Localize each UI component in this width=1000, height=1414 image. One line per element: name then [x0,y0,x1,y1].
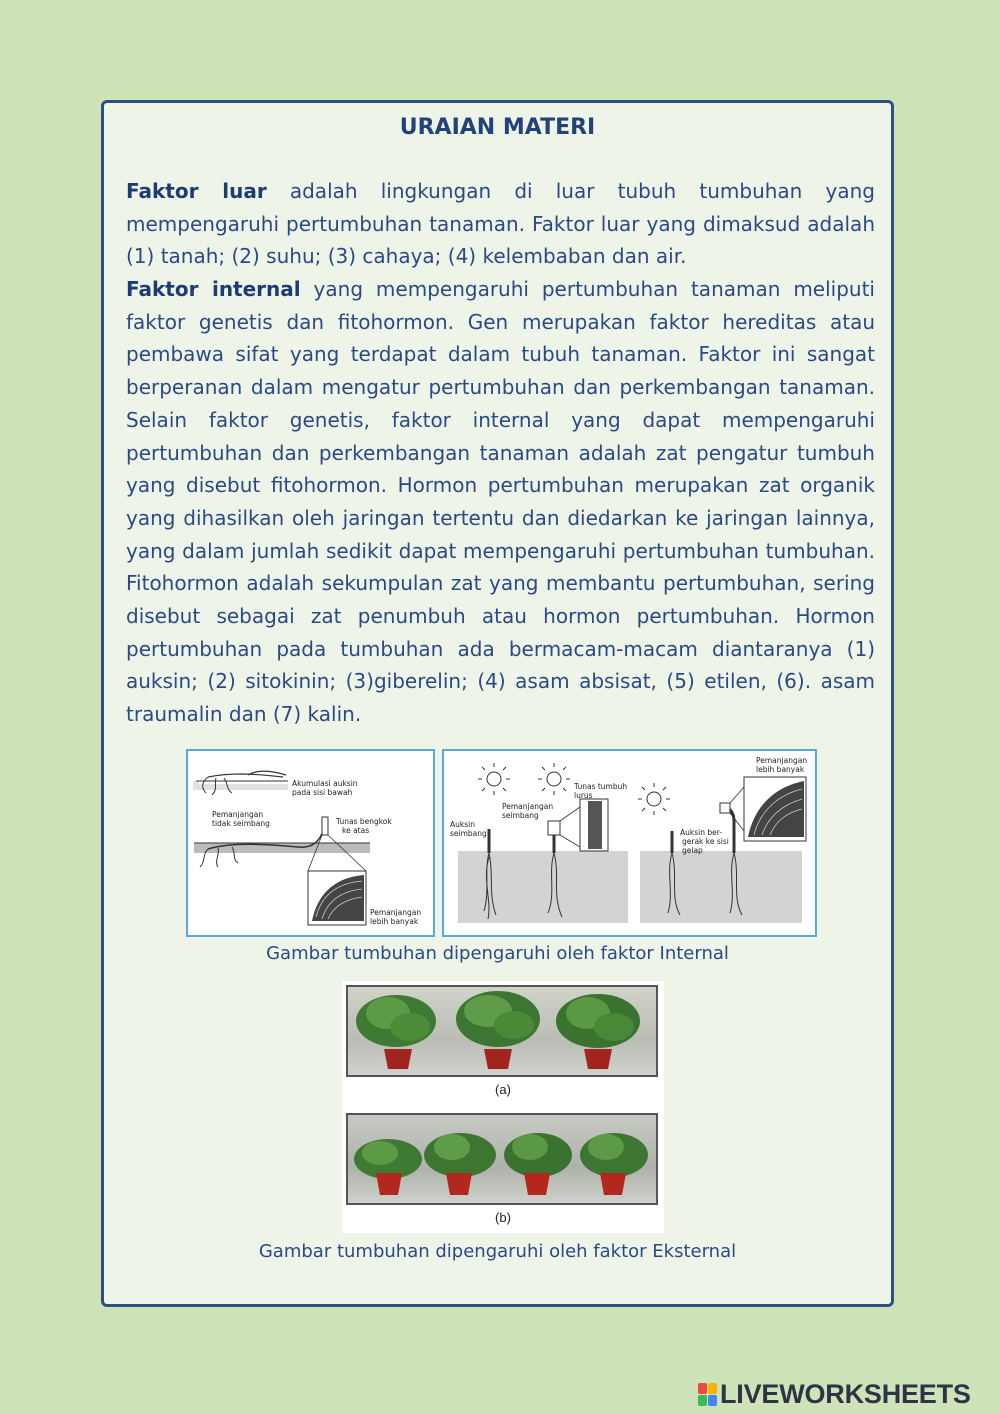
paragraph-internal-text: yang mempengaruhi pertumbuhan tanaman meliputi faktor genetis dan fitohormon. Gen merupakan faktor hereditas atau pembawa sifat yang terdapat dalam tubuh tanaman. Faktor ini sangat berperanan dalam mengatur pertumbuhan dan perkembangan tanaman. Selain faktor genetis, faktor internal yang dapat mempengaruhi pertumbuhan dan perkembangan tanaman adalah zat pengatur tumbuh yang disebut fitohormon. Hormon pertumbuhan merupakan zat organik yang dihasilkan oleh jaringan tertentu dan diedarkan ke jaringan lainnya, yang dalam jumlah sedikit dapat mempengaruhi pertumbuhan tumbuhan. Fitohormon adalah sekumpulan zat yang membantu pertumbuhan, sering disebut sebagai zat penumbuh atau hormon pertumbuhan. Hormon pertumbuhan pada tumbuhan ada bermacam-macam diantaranya (1) auksin; (2) sitokinin; (3)giberelin; (4) asam absisat, (5) etilen, (6). asam traumalin dan (7) kalin. [126,277,875,727]
label-pemanjangan-seimbang-2: seimbang [502,811,539,820]
caption-internal: Gambar tumbuhan dipengaruhi oleh faktor Internal [266,943,729,964]
logo-text: LIVEWORKSHEETS [720,1379,971,1409]
label-pemanjangan-lebih-2: lebih banyak [370,917,419,926]
label-tunas-bengkok-1: Tunas bengkok [336,817,392,826]
photo-label-a: (a) [495,1082,511,1097]
label-akumulasi-1: Akumulasi auksin [292,779,358,788]
label-tunas-lurus-1: Tunas tumbuh [574,782,628,791]
term-faktor-luar: Faktor luar [126,179,267,203]
label-tunas-bengkok-2: ke atas [342,826,370,835]
label-pemanjangan-tidak-2: tidak seimbang [212,819,270,828]
label-auksin-seimbang-2: seimbang [450,829,487,838]
photo-plants-a [346,985,658,1077]
plants-b-drawing [348,1115,656,1203]
liveworksheets-logo[interactable] [698,1379,996,1409]
paragraph-internal-factors [126,273,875,731]
label-auksin-bergerak-3: gelap [682,846,703,855]
content-panel [101,100,894,1307]
label-auksin-bergerak-2: gerak ke sisi [682,837,729,846]
paragraph-external-factors [126,175,875,273]
label-pemanjangan-seimbang-1: Pemanjangan [502,802,554,811]
photo-label-b: (b) [495,1210,511,1225]
diagram-phototropism-drawing [444,751,815,935]
plants-a-drawing [348,987,656,1075]
photo-figure-external [342,981,664,1233]
label-pemanjangan-tidak-1: Pemanjangan [212,810,264,819]
label-pemanjangan-lebih-1: Pemanjangan [370,908,422,917]
label-tunas-lurus-2: lurus [574,791,593,800]
term-faktor-internal: Faktor internal [126,277,301,301]
logo-blocks-icon [698,1383,718,1407]
label-pemanjangan-lebih-r-2: lebih banyak [756,765,805,774]
caption-external: Gambar tumbuhan dipengaruhi oleh faktor Eksternal [258,1241,737,1262]
label-pemanjangan-lebih-r-1: Pemanjangan [756,756,808,765]
photo-plants-b [346,1113,658,1205]
diagram-gravitropism-drawing [188,751,433,935]
diagram-phototropism [442,749,817,937]
label-auksin-bergerak-1: Auksin ber- [680,828,723,837]
label-auksin-seimbang-1: Auksin [450,820,475,829]
page-title: URAIAN MATERI [399,115,596,140]
diagram-gravitropism [186,749,435,937]
paragraph-external-text: adalah lingkungan di luar tubuh tumbuhan yang mempengaruhi pertumbuhan tanaman. Faktor luar yang dimaksud adalah (1) tanah; (2) suhu; (3) cahaya; (4) kelembaban dan air. [126,179,875,269]
label-akumulasi-2: pada sisi bawah [292,788,353,797]
